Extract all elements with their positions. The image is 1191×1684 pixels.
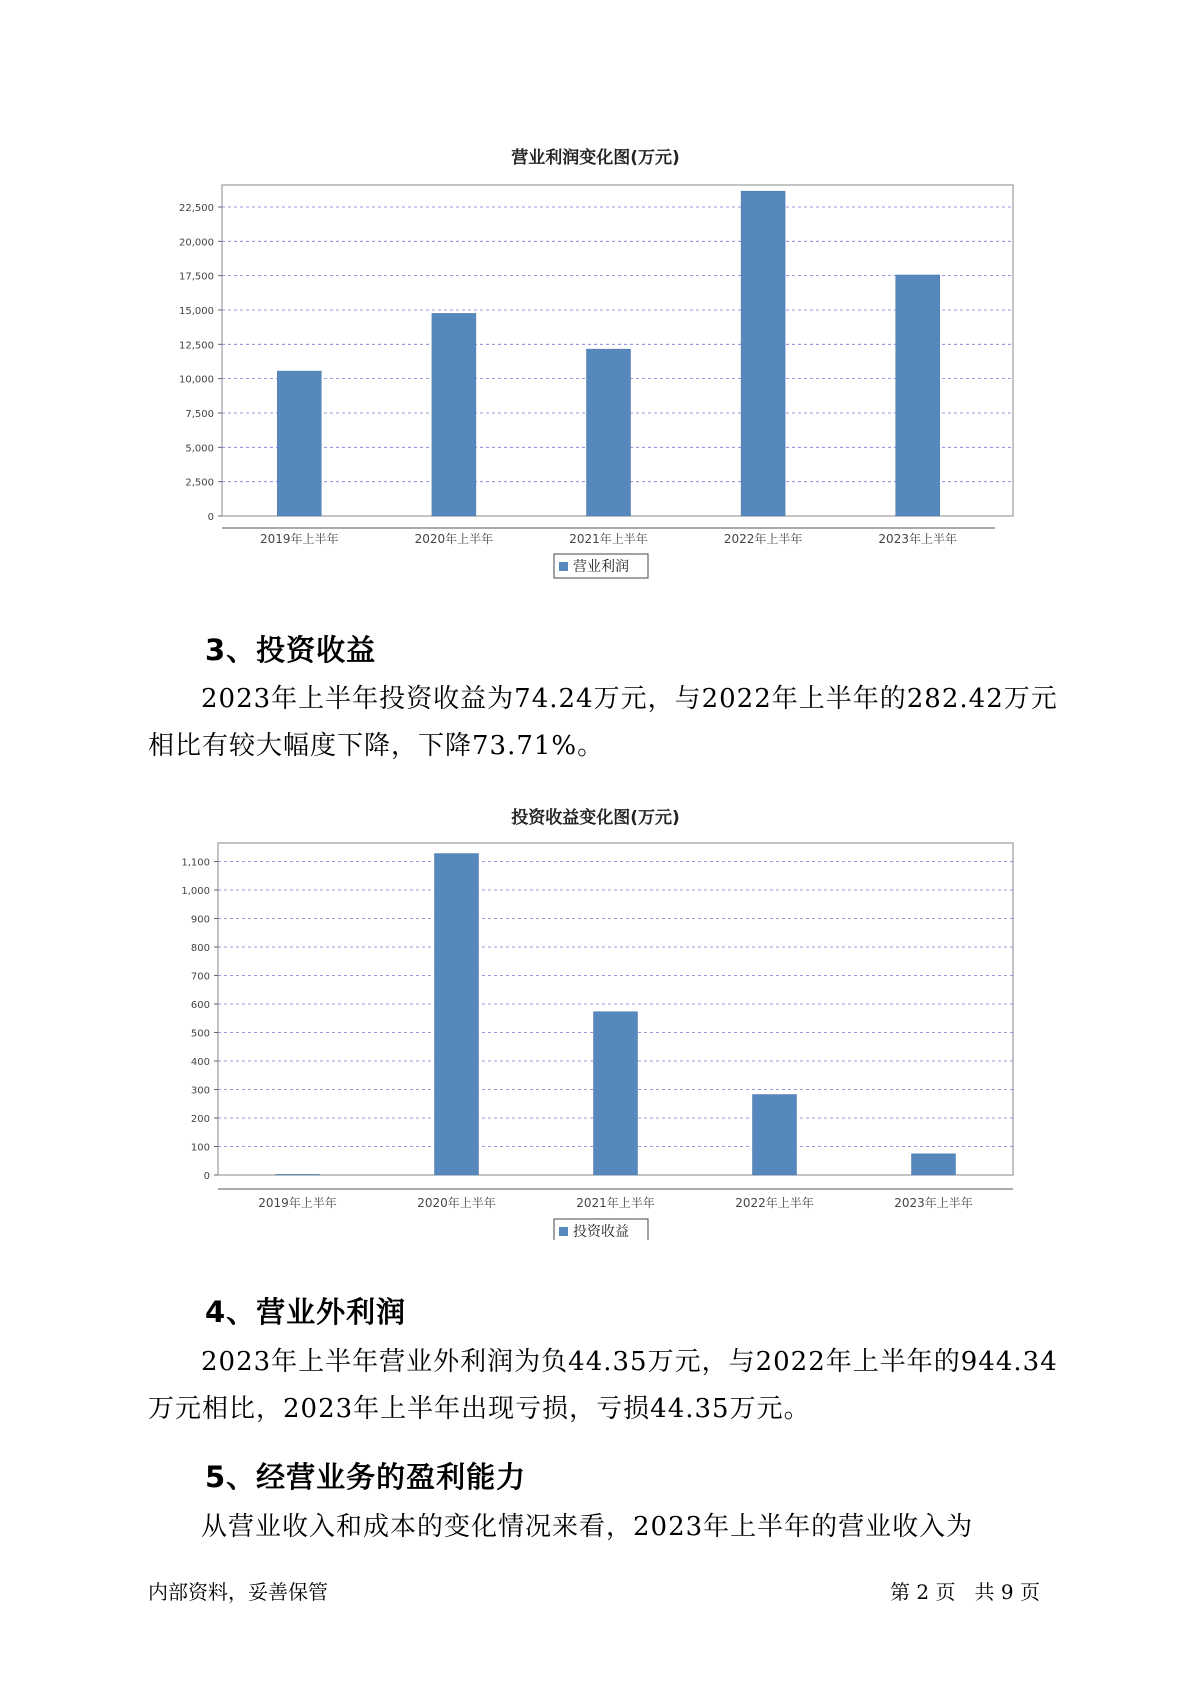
x-category-label: 2023年上半年 — [878, 532, 957, 546]
y-tick-label: 2,500 — [185, 477, 214, 489]
bar — [594, 1012, 638, 1175]
y-tick-label: 12,500 — [179, 340, 214, 352]
footer-confidential-note: 内部资料，妥善保管 — [148, 1580, 328, 1604]
operating-profit-chart — [0, 160, 1191, 580]
y-tick-label: 1,000 — [181, 886, 210, 898]
y-tick-label: 15,000 — [179, 305, 214, 317]
x-category-label: 2021年上半年 — [576, 1196, 655, 1210]
bar — [587, 349, 631, 516]
bar — [435, 854, 479, 1175]
y-tick-label: 0 — [207, 512, 214, 523]
x-category-label: 2021年上半年 — [569, 532, 648, 546]
footer-page-number: 第 2 页 共 9 页 — [890, 1580, 1040, 1604]
y-tick-label: 10,000 — [179, 374, 214, 386]
legend-swatch — [559, 1227, 568, 1236]
y-tick-label: 20,000 — [179, 237, 214, 249]
y-tick-label: 500 — [190, 1028, 210, 1040]
y-tick-label: 0 — [203, 1171, 210, 1182]
y-tick-label: 100 — [190, 1142, 210, 1154]
section-3-paragraph: 2023年上半年投资收益为74.24万元，与2022年上半年的282.42万元相比有较大幅度下降，下降73.71%。 — [148, 684, 1058, 761]
y-tick-label: 800 — [190, 943, 210, 955]
x-category-label: 2019年上半年 — [260, 532, 339, 546]
bar — [896, 275, 940, 516]
section-4-paragraph: 2023年上半年营业外利润为负44.35万元，与2022年上半年的944.34万元相比，2023年上半年出现亏损，亏损44.35万元。 — [148, 1347, 1058, 1424]
y-tick-label: 400 — [190, 1057, 210, 1069]
bar — [276, 1174, 320, 1175]
legend-label: 投资收益 — [573, 1224, 629, 1240]
bar — [432, 313, 476, 516]
x-category-label: 2019年上半年 — [258, 1196, 337, 1210]
x-category-label: 2022年上半年 — [723, 532, 803, 546]
y-tick-label: 600 — [190, 1000, 210, 1012]
y-tick-label: 300 — [190, 1085, 210, 1097]
investment-income-chart — [0, 820, 1191, 1240]
bar — [277, 371, 321, 516]
chart-1-title: 营业利润变化图(万元) — [511, 148, 680, 168]
section-3-heading: 3、投资收益 — [205, 633, 377, 667]
x-category-label: 2023年上半年 — [894, 1196, 973, 1210]
y-tick-label: 5,000 — [185, 443, 214, 455]
chart-2-title: 投资收益变化图(万元) — [511, 808, 680, 828]
legend-label: 营业利润 — [573, 559, 629, 575]
x-category-label: 2020年上半年 — [414, 532, 494, 546]
y-tick-label: 900 — [190, 914, 210, 926]
x-category-label: 2020年上半年 — [417, 1196, 496, 1210]
bar — [912, 1154, 956, 1175]
y-tick-label: 700 — [190, 971, 210, 983]
legend-swatch — [559, 562, 568, 571]
y-tick-label: 7,500 — [185, 408, 214, 420]
section-5-heading: 5、经营业务的盈利能力 — [205, 1460, 527, 1494]
y-tick-label: 200 — [190, 1114, 210, 1126]
y-tick-label: 1,100 — [181, 857, 210, 869]
bar — [741, 191, 785, 516]
section-5-paragraph: 从营业收入和成本的变化情况来看，2023年上半年的营业收入为 — [201, 1512, 974, 1542]
bar — [753, 1095, 797, 1175]
y-tick-label: 17,500 — [179, 271, 214, 283]
y-tick-label: 22,500 — [179, 202, 214, 214]
section-4-heading: 4、营业外利润 — [205, 1295, 407, 1329]
x-category-label: 2022年上半年 — [735, 1196, 814, 1210]
